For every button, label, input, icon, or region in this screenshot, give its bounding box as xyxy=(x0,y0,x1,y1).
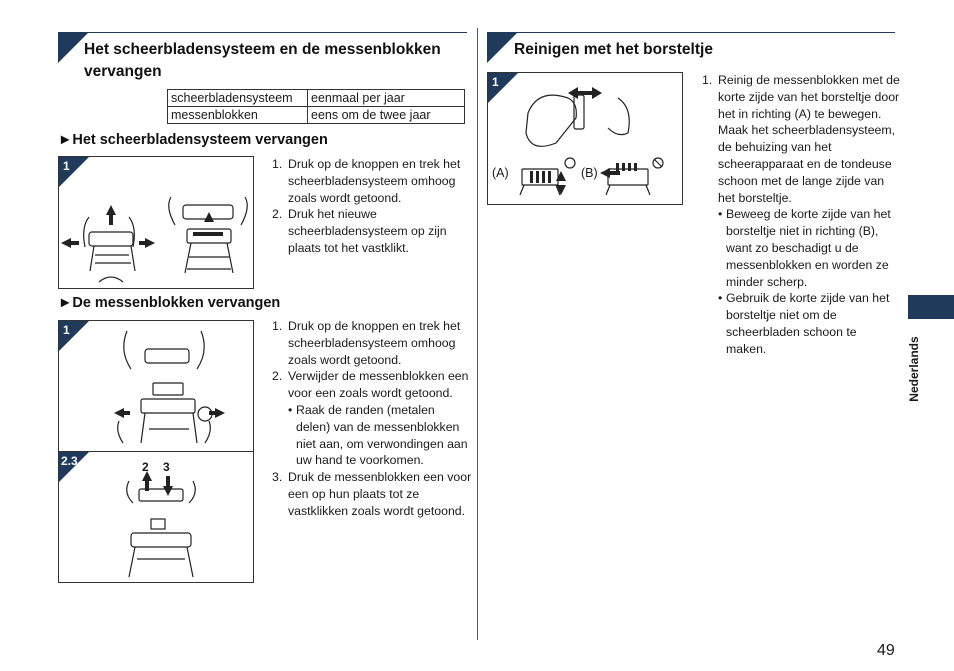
fig-label-b: (B) xyxy=(581,166,598,180)
steps-blades xyxy=(272,318,472,520)
section-heading-blades: ►De messenblokken vervangen xyxy=(58,295,281,311)
shaver-illustration-icon xyxy=(59,321,253,582)
table-cell: eens om de twee jaar xyxy=(308,107,465,124)
list-item: 3. Druk de messenblokken een voor een op hun plaats tot ze vastklikken zoals wordt getoond. xyxy=(272,470,472,518)
list-item: 2. Verwijder de messenblokken een voor een zoals wordt getoond. • Raak de randen (metalen delen) van de messenblokken niet aan, om verwondingen aan uw hand te voorkomen. xyxy=(272,368,472,469)
table-cell: eenmaal per jaar xyxy=(308,90,465,107)
fig-label-a: (A) xyxy=(492,166,509,180)
table-row xyxy=(168,107,465,124)
language-tab xyxy=(908,295,954,319)
section-heading-foil: ►Het scheerbladensysteem vervangen xyxy=(58,132,328,148)
list-item: 1. Reinig de messenblokken met de korte zijde van het borsteltje door het in richting (A) te bewegen. Maak het scheerbladensysteem, de behuizing van het scheerapparaat en de tondeuse schoon met de lange zijde van het borsteltje. • Beweeg de korte zijde van het borsteltje niet in richting (B), want zo beschadigt u de messenblokken en worden ze minder scherp. • Gebruik de korte zijde van het borsteltje niet om de scheerbladen schoon te maken. xyxy=(702,73,900,356)
figure-badge-label: 2.3 xyxy=(61,454,78,468)
figure-blade-replace xyxy=(58,320,254,583)
section-marker-icon xyxy=(487,33,517,63)
right-top-rule xyxy=(487,32,895,33)
steps-foil xyxy=(272,156,472,257)
steps-brush xyxy=(702,72,900,358)
fig-label-3: 3 xyxy=(163,460,170,474)
figure-foil-replace xyxy=(58,156,254,289)
step-extra-text: Maak het scheerbladensysteem, de behuizing van het scheerapparaat en de tondeuse schoon met de lange zijde van het borsteltje. xyxy=(718,123,896,205)
table-cell: messenblokken xyxy=(168,107,308,124)
left-top-rule xyxy=(58,32,467,33)
figure-badge-label: 1 xyxy=(63,159,70,173)
bullet-item: • Gebruik de korte zijde van het borsteltje niet om de scheerbladen schoon te maken. xyxy=(718,291,890,356)
brush-illustration-icon xyxy=(488,73,682,204)
shaver-illustration-icon xyxy=(59,157,253,288)
figure-brush-clean xyxy=(487,72,683,205)
bullet-item: • Beweeg de korte zijde van het borsteltje niet in richting (B), want zo beschadigt u de messenblokken en worden ze minder scherp. xyxy=(718,207,891,289)
table-cell: scheerbladensysteem xyxy=(168,90,308,107)
list-item: 1. Druk op de knoppen en trek het scheerbladensysteem omhoog zoals wordt getoond. xyxy=(272,319,461,367)
page-number: 49 xyxy=(877,642,895,659)
figure-badge-label: 1 xyxy=(63,323,70,337)
language-label: Nederlands xyxy=(907,336,921,402)
figure-badge-label: 1 xyxy=(492,75,499,89)
bullet-item: • Raak de randen (metalen delen) van de messenblokken niet aan, om verwondingen aan uw hand te voorkomen. xyxy=(288,402,468,468)
list-item: 1. Druk op de knoppen en trek het scheerbladensysteem omhoog zoals wordt getoond. xyxy=(272,157,461,205)
fig-label-2: 2 xyxy=(142,460,149,474)
table-row xyxy=(168,90,465,107)
column-divider xyxy=(477,28,478,640)
list-item: 2. Druk het nieuwe scheerbladensysteem op zijn plaats tot het vastklikt. xyxy=(272,207,447,255)
replacement-table xyxy=(167,89,465,124)
section-title-brush: Reinigen met het borsteltje xyxy=(514,41,713,58)
page-title: Het scheerbladensysteem en de messenblokken vervangen xyxy=(84,41,441,80)
